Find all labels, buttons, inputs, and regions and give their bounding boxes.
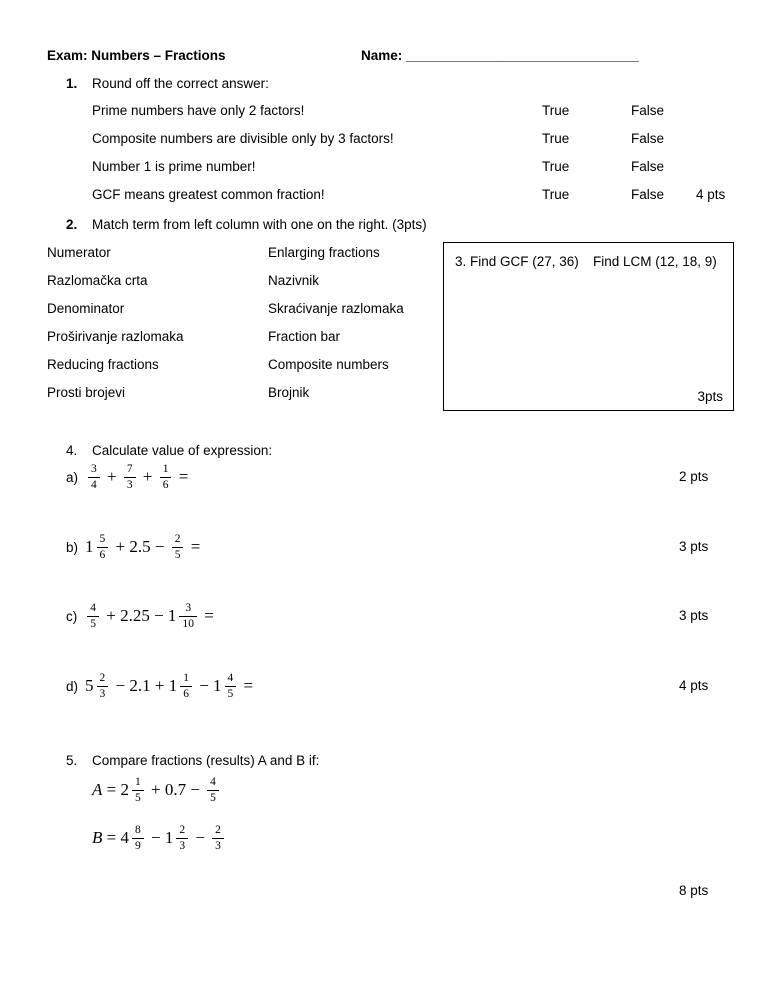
q3-points: 3pts — [697, 388, 723, 404]
q4-prompt: Calculate value of expression: — [92, 443, 273, 458]
q4-item-label: d) — [66, 678, 79, 694]
q2-right-term: Enlarging fractions — [268, 245, 380, 260]
q5-expression-b: B = 4 $\frac{8}{9}$ − 1 $\frac{2}{3}$ − $\frac{2}{3}$ — [92, 823, 227, 854]
name-label: Name: _______________________________ — [361, 48, 639, 63]
q5-prompt: Compare fractions (results) A and B if: — [92, 753, 320, 768]
q1-number: 1. — [66, 76, 78, 91]
q1-true-option: True — [542, 159, 570, 174]
q4-item-label: c) — [66, 608, 78, 624]
q3-lcm-text: Find LCM (12, 18, 9) — [593, 254, 717, 269]
q1-points: 4 pts — [696, 187, 726, 202]
q5-item — [92, 821, 227, 855]
q1-prompt: Round off the correct answer: — [92, 76, 269, 91]
q2-right-term: Skraćivanje razlomaka — [268, 301, 404, 316]
q2-right-term: Nazivnik — [268, 273, 320, 288]
q4-expression: 5 $\frac{2}{3}$ − 2.1 + 1 $\frac{1}{6}$ − 1 $\frac{4}{5}$ = — [85, 671, 254, 700]
q1-false-option: False — [631, 131, 665, 146]
q4-item-label: b) — [66, 539, 79, 555]
q2-right-term: Fraction bar — [268, 329, 341, 344]
q4-points: 3 pts — [679, 539, 709, 554]
q4-expression: 1 $\frac{5}{6}$ + 2.5 − $\frac{2}{5}$ = — [85, 532, 201, 561]
q4-expression: $\frac{4}{5}$ + 2.25 − 1 $\frac{3}{10}$ = — [84, 601, 214, 632]
q5-points: 8 pts — [679, 883, 709, 898]
q4-points: 2 pts — [679, 469, 709, 484]
q4-points: 4 pts — [679, 678, 709, 693]
q2-left-term: Prosti brojevi — [47, 385, 126, 400]
q4-item — [66, 460, 188, 494]
q4-item — [66, 599, 214, 633]
q1-true-option: True — [542, 187, 570, 202]
q1-false-option: False — [631, 159, 665, 174]
q5-item — [92, 773, 222, 807]
q1-true-option: True — [542, 103, 570, 118]
q4-item — [66, 669, 253, 703]
q2-left-term: Proširivanje razlomaka — [47, 329, 184, 344]
q1-statement: GCF means greatest common fraction! — [92, 187, 325, 202]
q1-statement: Prime numbers have only 2 factors! — [92, 103, 305, 118]
q2-right-term: Composite numbers — [268, 357, 389, 372]
q1-statement: Composite numbers are divisible only by 3 factors! — [92, 131, 394, 146]
q5-number: 5. — [66, 753, 78, 768]
q2-prompt: Match term from left column with one on the right. (3pts) — [92, 217, 427, 232]
q4-expression: $\frac{3}{4}$ + $\frac{7}{3}$ + $\frac{1}{6}$ = — [85, 462, 188, 493]
q2-left-term: Numerator — [47, 245, 111, 260]
q4-item — [66, 530, 200, 564]
q2-left-term: Razlomačka crta — [47, 273, 148, 288]
q1-statement: Number 1 is prime number! — [92, 159, 256, 174]
q2-left-term: Denominator — [47, 301, 125, 316]
q1-true-option: True — [542, 131, 570, 146]
q3-box — [443, 242, 734, 411]
exam-title: Exam: Numbers – Fractions — [47, 48, 226, 63]
q4-item-label: a) — [66, 469, 79, 485]
q3-gcf-text: 3. Find GCF (27, 36) — [455, 254, 579, 269]
q4-number: 4. — [66, 443, 78, 458]
q2-left-term: Reducing fractions — [47, 357, 159, 372]
q1-false-option: False — [631, 103, 665, 118]
q5-expression-a: A = 2 $\frac{1}{5}$ + 0.7 − $\frac{4}{5}$ — [92, 775, 222, 806]
q2-right-term: Brojnik — [268, 385, 310, 400]
q4-points: 3 pts — [679, 608, 709, 623]
q1-false-option: False — [631, 187, 665, 202]
q2-number: 2. — [66, 217, 78, 232]
